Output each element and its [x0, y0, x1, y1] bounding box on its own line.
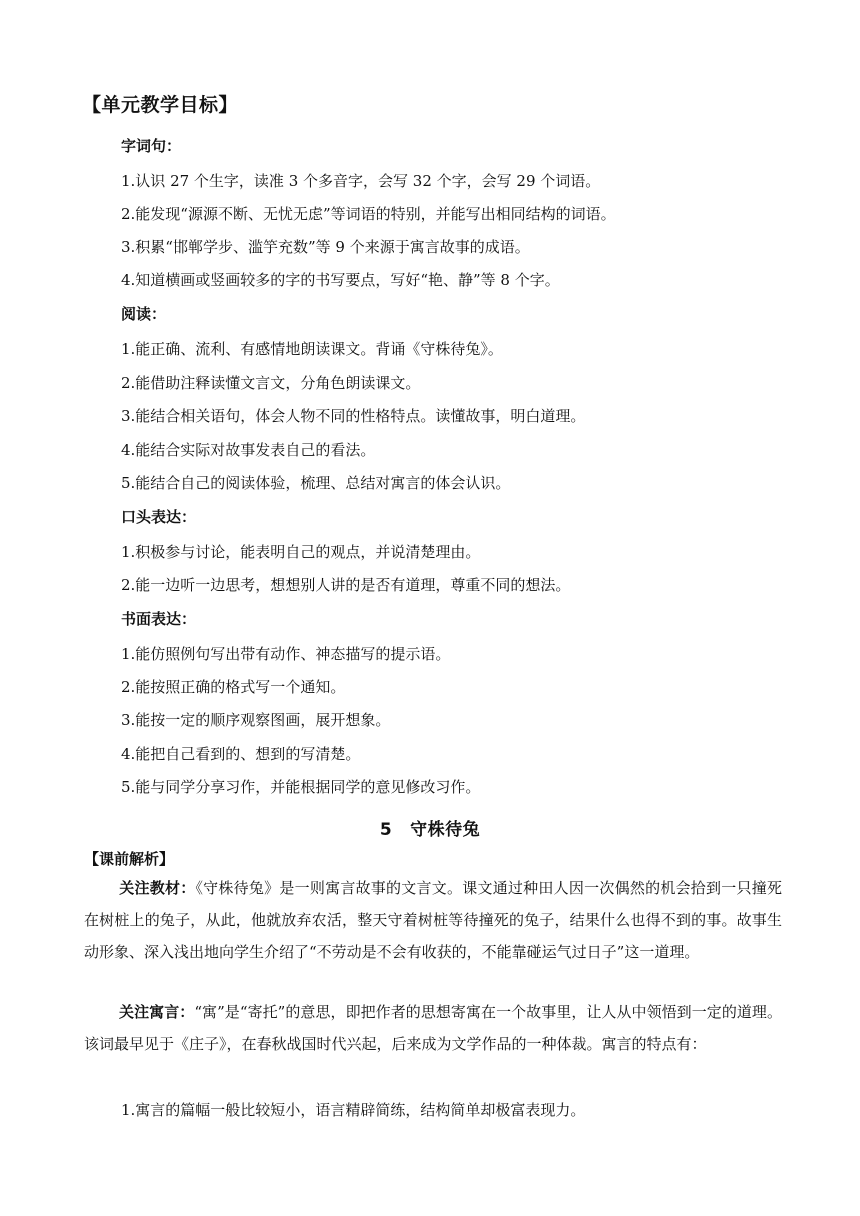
list-item: 2.能一边听一边思考，想想别人讲的是否有道理，尊重不同的想法。 — [121, 576, 571, 594]
list-item: 5.能与同学分享习作，并能根据同学的意见修改习作。 — [121, 778, 481, 796]
list-item: 3.能结合相关语句，体会人物不同的性格特点。读懂故事，明白道理。 — [121, 407, 586, 425]
section-title-words: 字词句： — [121, 137, 182, 155]
list-item: 1.认识 27 个生字，读准 3 个多音字，会写 32 个字，会写 29 个词语。 — [121, 172, 601, 190]
paragraph-text: 《守株待兔》是一则寓言故事的文言文。课文通过种田人因一次偶然的机会拾到一只撞死在树桩上的兔子，从此，他就放弃农活，整天守着树桩等待撞死的兔子，结果什么也得不到的事。故事生动形象、深入浅出地向学生介绍了“不劳动是不会有收获的，不能靠碰运气过日子”这一道理。 — [84, 879, 782, 961]
list-item: 1.寓言的篇幅一般比较短小，语言精辟简练，结构简单却极富表现力。 — [121, 1101, 586, 1119]
list-item: 5.能结合自己的阅读体验，梳理、总结对寓言的体会认识。 — [121, 474, 511, 492]
lesson-title — [0, 815, 860, 840]
list-item: 2.能按照正确的格式写一个通知。 — [121, 678, 346, 696]
section-title-oral: 口头表达： — [121, 508, 197, 526]
paragraph-lead: 关注教材： — [119, 879, 196, 897]
paragraph-lead: 关注寓言： — [119, 1003, 195, 1021]
list-item: 1.积极参与讨论，能表明自己的观点，并说清楚理由。 — [121, 543, 481, 561]
lesson-number: 5 — [379, 820, 393, 840]
paragraph-textbook — [84, 872, 782, 968]
list-item: 1.能仿照例句写出带有动作、神态描写的提示语。 — [121, 645, 451, 663]
list-item: 3.能按一定的顺序观察图画，展开想象。 — [121, 711, 391, 729]
lesson-name: 守株待兔 — [410, 820, 481, 840]
list-item: 2.能发现“源源不断、无忧无虑”等词语的特别，并能写出相同结构的词语。 — [121, 205, 616, 223]
list-item: 2.能借助注释读懂文言文，分角色朗读课文。 — [121, 374, 421, 392]
section-title-reading: 阅读： — [121, 305, 167, 323]
unit-goals-heading: 【单元教学目标】 — [82, 94, 239, 116]
paragraph-fable — [84, 996, 782, 1060]
list-item: 4.知道横画或竖画较多的字的书写要点，写好“艳、静”等 8 个字。 — [121, 271, 560, 289]
list-item: 3.积累“邯郸学步、滥竽充数”等 9 个来源于寓言故事的成语。 — [121, 238, 530, 256]
section-title-writing: 书面表达： — [121, 610, 197, 628]
list-item: 4.能结合实际对故事发表自己的看法。 — [121, 441, 376, 459]
list-item: 1.能正确、流利、有感情地朗读课文。背诵《守株待兔》。 — [121, 340, 503, 358]
pre-analysis-heading: 【课前解析】 — [84, 850, 175, 868]
paragraph-text: “寓”是“寄托”的意思，即把作者的思想寄寓在一个故事里，让人从中领悟到一定的道理。该词最早见于《庄子》，在春秋战国时代兴起，后来成为文学作品的一种体裁。寓言的特点有： — [84, 1003, 782, 1053]
list-item: 4.能把自己看到的、想到的写清楚。 — [121, 745, 361, 763]
